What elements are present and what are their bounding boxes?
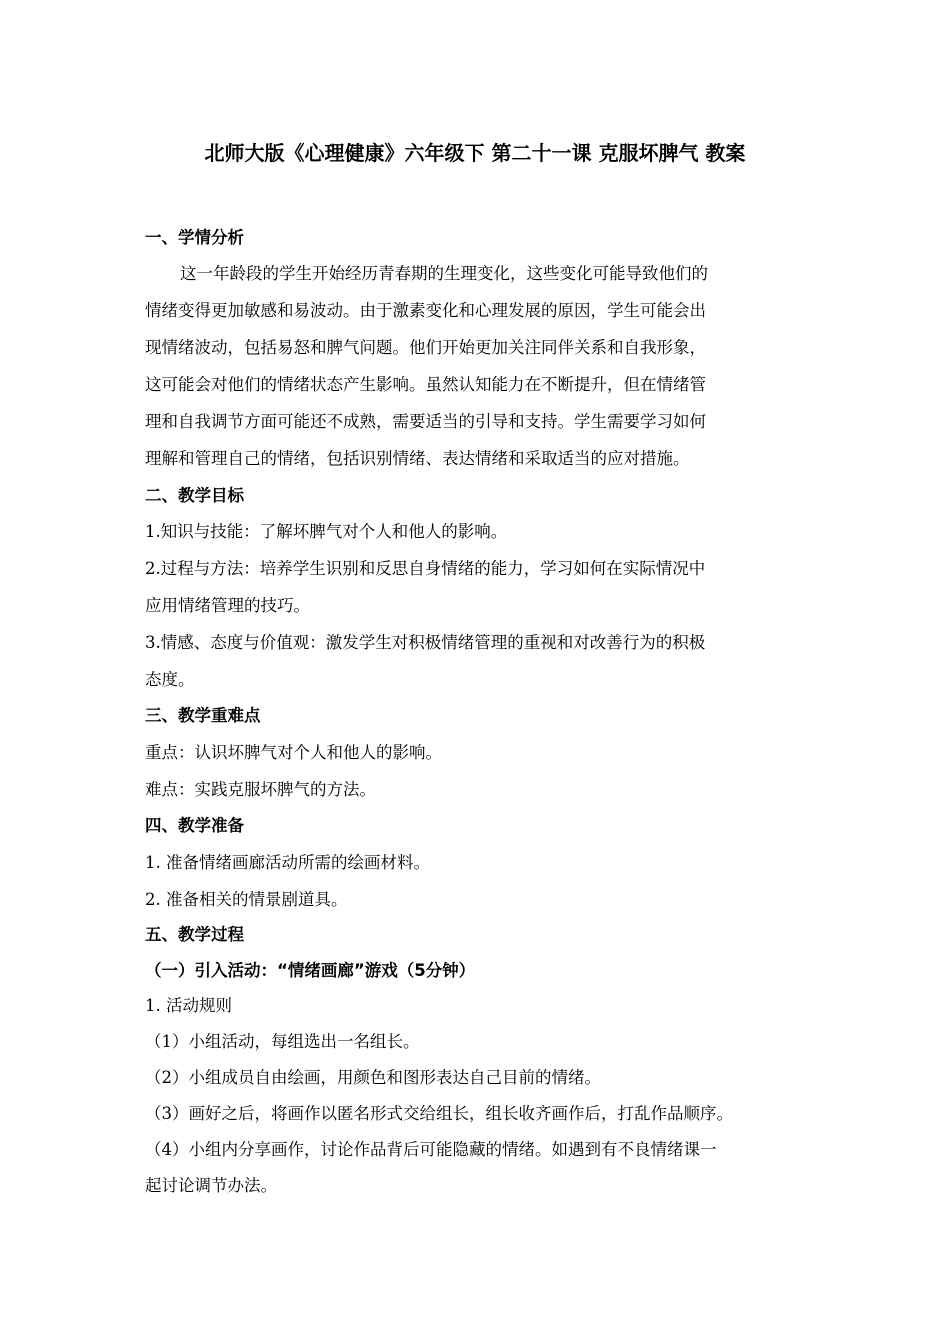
list-item: 1.知识与技能：了解坏脾气对个人和他人的影响。 [145, 522, 508, 541]
paragraph-line: 难点：实践克服坏脾气的方法。 [145, 780, 376, 799]
section-heading-process: 五、教学过程 [145, 925, 244, 944]
list-item: 1. 活动规则 [145, 996, 232, 1015]
paragraph-line: 情绪变得更加敏感和易波动。由于激素变化和心理发展的原因，学生可能会出 [145, 301, 706, 320]
list-item: 1. 准备情绪画廊活动所需的绘画材料。 [145, 853, 430, 872]
paragraph-line: 这一年龄段的学生开始经历青春期的生理变化，这些变化可能导致他们的 [180, 264, 708, 283]
list-item: （3）画好之后，将画作以匿名形式交给组长，组长收齐画作后，打乱作品顺序。 [145, 1104, 733, 1123]
section-heading-goals: 二、教学目标 [145, 486, 244, 505]
section-heading-analysis: 一、学情分析 [145, 228, 244, 247]
section-heading-preparation: 四、教学准备 [145, 816, 244, 835]
list-item: 3.情感、态度与价值观：激发学生对积极情绪管理的重视和对改善行为的积极 [145, 633, 706, 652]
paragraph-line: 现情绪波动，包括易怒和脾气问题。他们开始更加关注同伴关系和自我形象， [145, 338, 706, 357]
subsection-heading-intro-activity: （一）引入活动：“情绪画廊”游戏（5分钟） [145, 961, 476, 980]
paragraph-line: 理和自我调节方面可能还不成熟，需要适当的引导和支持。学生需要学习如何 [145, 412, 706, 431]
list-item-continuation: 应用情绪管理的技巧。 [145, 596, 310, 615]
paragraph-line: 理解和管理自己的情绪，包括识别情绪、表达情绪和采取适当的应对措施。 [145, 449, 690, 468]
paragraph-line: 这可能会对他们的情绪状态产生影响。虽然认知能力在不断提升，但在情绪管 [145, 375, 706, 394]
list-item: （2）小组成员自由绘画，用颜色和图形表达自己目前的情绪。 [145, 1068, 601, 1087]
paragraph-line: 重点：认识坏脾气对个人和他人的影响。 [145, 743, 442, 762]
document-title: 北师大版《心理健康》六年级下 第二十一课 克服坏脾气 教案 [204, 141, 746, 165]
list-item-continuation: 起讨论调节办法。 [145, 1176, 277, 1195]
list-item-continuation: 态度。 [145, 670, 195, 689]
list-item: （1）小组活动，每组选出一名组长。 [145, 1032, 420, 1051]
section-heading-key-points: 三、教学重难点 [145, 706, 261, 725]
list-item: （4）小组内分享画作，讨论作品背后可能隐藏的情绪。如遇到有不良情绪课一 [145, 1140, 717, 1159]
list-item: 2.过程与方法：培养学生识别和反思自身情绪的能力，学习如何在实际情况中 [145, 559, 706, 578]
list-item: 2. 准备相关的情景剧道具。 [145, 890, 348, 909]
